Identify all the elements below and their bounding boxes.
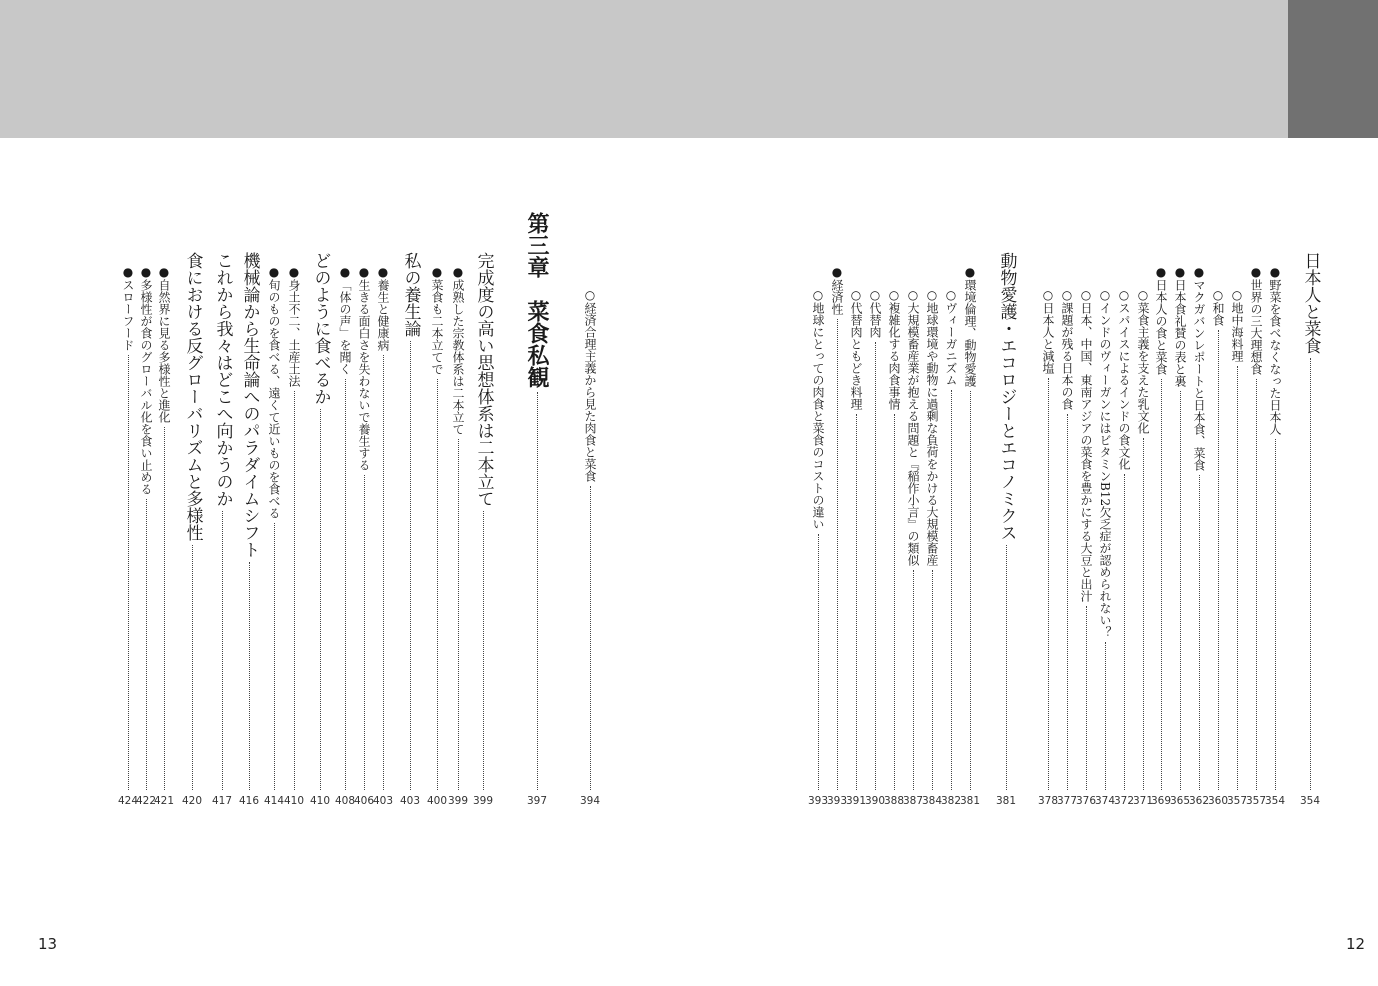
toc-entry-page: 369 [1150,795,1172,807]
toc-leader-dots [345,379,346,790]
toc-entry-page: 374 [1094,795,1116,807]
toc-entry-page: 354 [1299,795,1321,807]
toc-entry-title: ○菜食主義を支えた乳文化 [1136,288,1150,434]
toc-entry-page: 399 [472,795,494,807]
toc-entry-title: ●身土不二、土産土法 [287,265,301,387]
toc-entry-page: 376 [1075,795,1097,807]
toc-entry-title: ●自然界に見る多様性と進化 [157,265,171,423]
toc-entry-title: ●経済性 [830,265,844,315]
toc-entry-title: ●日本人の食と菜食 [1154,265,1168,375]
toc-entry-page: 422 [135,795,157,807]
toc-entry-title: ●日本食礼賛の表と裏 [1173,265,1187,387]
toc-leader-dots [364,475,365,790]
toc-entry-title: ●世界の三大理想食 [1249,265,1263,375]
toc-entry-title: 私の養生論 [400,252,421,337]
toc-leader-dots [274,523,275,790]
toc-entry-title: ○大規模畜産業が抱える問題と『稲作小言』の類似 [906,288,920,566]
toc-leader-dots [128,355,129,790]
toc-entry-title: ●野菜を食べなくなった日本人 [1268,265,1282,435]
toc-leader-dots [1199,475,1200,790]
toc-entry-page: 421 [153,795,175,807]
toc-entry-page: 372 [1113,795,1135,807]
toc-entry-page: 393 [826,795,848,807]
toc-entry-title: ●菜食も二本立てで [430,265,444,375]
toc-entry-title: 日本人と菜食 [1300,252,1321,354]
toc-leader-dots [590,486,591,790]
toc-entry-page: 390 [864,795,886,807]
toc-entry-page: 391 [845,795,867,807]
toc-entry-title: 食における反グローバリズムと多様性 [182,252,203,541]
toc-leader-dots [818,534,819,790]
toc-entry-page: 403 [372,795,394,807]
toc-entry-title: ●マクガバンレポートと日本食、菜食 [1192,265,1206,471]
toc-entry-page: 406 [353,795,375,807]
toc-leader-dots [1067,414,1068,790]
toc-leader-dots [837,319,838,790]
toc-entry-title: ○スパイスによるインドの食文化 [1117,288,1131,470]
toc-entry-page: 377 [1056,795,1078,807]
toc-leader-dots [1180,391,1181,790]
toc-entry-title: これから我々はどこへ向かうのか [212,252,233,507]
toc-leader-dots [537,392,538,790]
toc-entry-title: ○地中海料理 [1230,288,1244,362]
toc-entry-page: 397 [526,795,548,807]
toc-entry-page: 388 [883,795,905,807]
toc-leader-dots [249,562,250,790]
toc-entry-page: 424 [117,795,139,807]
toc-leader-dots [222,511,223,790]
toc-entry-title: ●旬のものを食べる、遠くて近いものを食べる [267,265,281,519]
toc-entry-title: ○日本、中国、東南アジアの菜食を豊かにする大豆と出汁 [1079,288,1093,602]
toc-entry-title: どのように食べるか [310,252,331,405]
toc-entry-title: ●「体の声」を聞く [338,265,352,375]
toc-entry-title: ○和食 [1211,288,1225,326]
toc-entry-page: 387 [902,795,924,807]
toc-entry-title: ○インドのヴィーガンにはビタミンB12欠乏症が認められない？ [1098,288,1112,639]
toc-leader-dots [437,379,438,790]
toc-entry-page: 403 [399,795,421,807]
toc-leader-dots [458,439,459,790]
toc-leader-dots [146,499,147,790]
toc-leader-dots [1161,379,1162,790]
toc-leader-dots [1105,642,1106,790]
toc-entry-title: ○経済合理主義から見た肉食と菜食 [583,288,597,482]
toc-leader-dots [970,391,971,790]
toc-leader-dots [913,570,914,790]
toc-entry-page: 382 [940,795,962,807]
toc-entry-title: ○地球環境や動物に過剰な負荷をかける大規模畜産 [925,288,939,566]
toc-entry-title: ○代替肉 [868,288,882,338]
toc-entry-page: 399 [447,795,469,807]
toc-entry-page: 400 [426,795,448,807]
toc-leader-dots [951,390,952,790]
toc-entry-title: ○日本人と減塩 [1041,288,1055,374]
toc-leader-dots [483,511,484,790]
toc-leader-dots [894,414,895,790]
toc-entry-page: 420 [181,795,203,807]
toc-entry-title: ●環境倫理、動物愛護 [963,265,977,387]
toc-leader-dots [192,545,193,790]
toc-entry-page: 410 [283,795,305,807]
toc-leader-dots [875,342,876,790]
toc-leader-dots [1218,330,1219,790]
toc-entry-title: 機械論から生命論へのパラダイムシフト [239,252,260,558]
toc-leader-dots [410,341,411,790]
toc-leader-dots [932,570,933,790]
toc-entry-page: 416 [238,795,260,807]
toc-leader-dots [1086,606,1087,790]
toc-leader-dots [1048,378,1049,790]
toc-entry-page: 394 [579,795,601,807]
toc-entry-title: 動物愛護・エコロジーとエコノミクス [996,252,1017,541]
toc-entry-title: ●生きる面白さを失わないで養生する [357,265,371,471]
page-number-left: 13 [38,935,58,953]
toc-entry-page: 381 [995,795,1017,807]
toc-entry-title: ○地球にとっての肉食と菜食のコストの違い [811,288,825,530]
toc-entry-page: 384 [921,795,943,807]
toc-leader-dots [1006,545,1007,790]
toc-entry-title: ○複雑化する肉食事情 [887,288,901,410]
toc-entry-title: ○代替肉ともどき料理 [849,288,863,410]
toc-entry-page: 408 [334,795,356,807]
toc-leader-dots [856,414,857,790]
toc-entry-page: 362 [1188,795,1210,807]
toc-entry-title: ●養生と健康病 [376,265,390,351]
toc-leader-dots [1275,439,1276,790]
toc-leader-dots [294,391,295,790]
toc-leader-dots [1310,358,1311,790]
toc-entry-page: 414 [263,795,285,807]
toc-entry-page: 410 [309,795,331,807]
toc-entry-page: 371 [1132,795,1154,807]
toc-entry-page: 360 [1207,795,1229,807]
toc-leader-dots [320,409,321,790]
toc-entry-title: 完成度の高い思想体系は二本立て [473,252,494,507]
toc-entry-title: 第三章 菜食私観 [524,212,550,388]
toc-entry-page: 417 [211,795,233,807]
toc-entry-page: 393 [807,795,829,807]
toc-entry-page: 354 [1264,795,1286,807]
toc-entry-page: 365 [1169,795,1191,807]
toc-leader-dots [164,427,165,790]
toc-entry-page: 378 [1037,795,1059,807]
toc-leader-dots [383,355,384,790]
toc-leader-dots [1237,366,1238,790]
toc-entry-page: 357 [1226,795,1248,807]
toc-entry-page: 357 [1245,795,1267,807]
toc-leader-dots [1143,438,1144,790]
toc-entry-page: 381 [959,795,981,807]
toc-leader-dots [1124,474,1125,790]
toc-entry-title: ●多様性が食のグローバル化を食い止める [139,265,153,495]
toc-entry-title: ●スローフード [121,265,135,351]
toc-entry-title: ●成熟した宗教体系は二本立て [451,265,465,435]
page-number-right: 12 [1346,935,1366,953]
toc-entry-title: ○ヴィーガニズム [944,288,958,386]
toc-leader-dots [1256,379,1257,790]
toc-entry-title: ○課題が残る日本の食 [1060,288,1074,410]
